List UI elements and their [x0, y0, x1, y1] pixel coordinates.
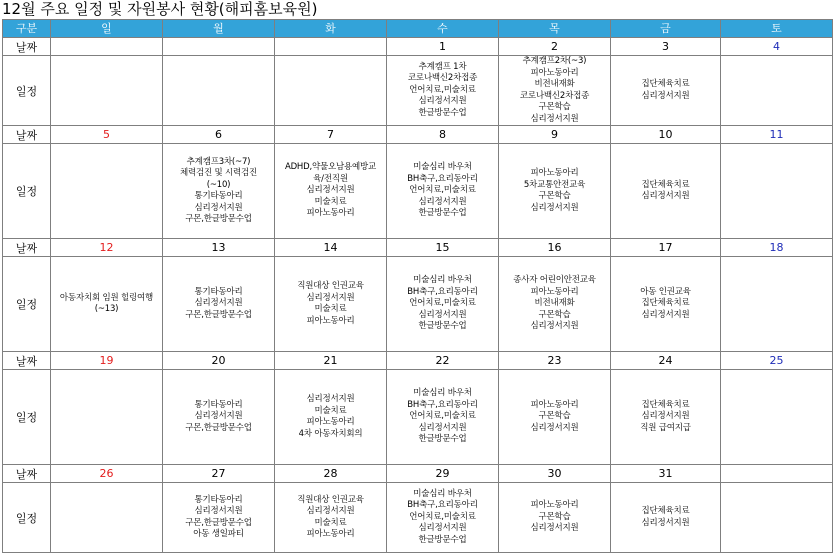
schedule-item: 한글방문수업: [418, 434, 467, 445]
schedule-item: 구몬학습: [538, 102, 571, 112]
schedule-item: 언어치료,미술치료: [409, 84, 476, 95]
schedule-item: 직원 급여지급: [640, 422, 691, 433]
date-row: [3, 465, 833, 483]
schedule-item: 아동 생일파티: [193, 529, 244, 539]
schedule-item: 피아노동아리: [306, 315, 355, 326]
date-cell-sunday: [51, 38, 163, 56]
schedule-cell-thursday: [499, 483, 611, 553]
schedule-cell-saturday: [721, 370, 833, 465]
date-cell-thursday: 9: [499, 126, 611, 144]
schedule-item: 심리정서지원: [418, 196, 467, 207]
schedule-item: (~13): [94, 304, 119, 314]
date-row-label: 날짜: [3, 352, 51, 370]
date-row: [3, 352, 833, 370]
schedule-item: 집단체육치료: [641, 179, 690, 190]
schedule-item: BH축구,요리동아리: [407, 173, 478, 184]
header-saturday: 토: [721, 20, 833, 38]
schedule-item: 미술심리 바우처: [413, 388, 472, 399]
schedule-cell-monday: [163, 483, 275, 553]
schedule-item: 코로나백신2차접종: [519, 90, 590, 101]
schedule-item: 구몬,한글방문수업: [185, 517, 252, 528]
date-cell-tuesday: 14: [275, 239, 387, 257]
schedule-item: 미술치료: [314, 304, 347, 314]
schedule-item: 비전내재화: [534, 298, 575, 309]
schedule-item: 5차교통안전교육: [523, 179, 586, 190]
date-cell-thursday: 23: [499, 352, 611, 370]
schedule-cell-sunday: [51, 483, 163, 553]
schedule-item: BH축구,요리동아리: [407, 286, 478, 297]
schedule-item: 구몬,한글방문수업: [185, 309, 252, 320]
date-cell-friday: 17: [611, 239, 721, 257]
schedule-cell-friday: [611, 483, 721, 553]
schedule-table: [2, 19, 833, 553]
schedule-item: 심리정서지원: [418, 523, 467, 534]
date-cell-saturday: 4: [721, 38, 833, 56]
schedule-item: 피아노동아리: [530, 67, 579, 78]
date-row-label: 날짜: [3, 465, 51, 483]
header-row: [3, 20, 833, 38]
schedule-cell-friday: [611, 370, 721, 465]
schedule-item: 비전내재화: [534, 79, 575, 89]
schedule-item: 심리정서지원: [194, 411, 243, 422]
schedule-item: 피아노동아리: [530, 500, 579, 511]
date-cell-sunday: 12: [51, 239, 163, 257]
schedule-cell-saturday: [721, 483, 833, 553]
schedule-row: [3, 370, 833, 465]
schedule-item: 한글방문수업: [418, 208, 467, 219]
schedule-item: 미술심리 바우처: [413, 488, 472, 499]
schedule-item: 심리정서지원: [641, 90, 690, 101]
date-cell-thursday: 16: [499, 239, 611, 257]
date-cell-monday: 6: [163, 126, 275, 144]
date-row-label: 날짜: [3, 239, 51, 257]
date-cell-wednesday: 29: [387, 465, 499, 483]
schedule-cell-friday: [611, 144, 721, 239]
date-cell-thursday: 2: [499, 38, 611, 56]
schedule-item: 미술치료: [314, 405, 347, 416]
schedule-item: 심리정서지원: [530, 422, 579, 433]
schedule-item: 심리정서지원: [530, 523, 579, 534]
schedule-item: 미술치료: [314, 196, 347, 207]
schedule-cell-sunday: [51, 257, 163, 352]
date-cell-monday: 20: [163, 352, 275, 370]
date-cell-friday: 3: [611, 38, 721, 56]
schedule-item: 피아노동아리: [306, 417, 355, 427]
date-row: [3, 239, 833, 257]
schedule-cell-tuesday: [275, 144, 387, 239]
schedule-item: 심리정서지원: [418, 309, 467, 320]
schedule-item: 집단체육치료: [641, 298, 690, 309]
page-title: 12월 주요 일정 및 자원봉사 현황(해피홈보육원): [2, 0, 318, 18]
schedule-cell-tuesday: [275, 257, 387, 352]
schedule-cell-thursday: [499, 56, 611, 126]
date-cell-sunday: 5: [51, 126, 163, 144]
schedule-row: [3, 483, 833, 553]
schedule-item: 심리정서지원: [194, 298, 243, 309]
date-cell-wednesday: 15: [387, 239, 499, 257]
schedule-item: 언어치료,미술치료: [409, 185, 476, 196]
schedule-item: 추계캠프2차(~3): [522, 56, 587, 66]
date-row: [3, 38, 833, 56]
schedule-row: [3, 257, 833, 352]
schedule-row-label: 일정: [3, 257, 51, 352]
schedule-item: 심리정서지원: [418, 96, 467, 107]
schedule-item: 심리정서지원: [530, 202, 579, 213]
schedule-item: 심리정서지원: [641, 191, 690, 201]
date-cell-tuesday: 7: [275, 126, 387, 144]
date-cell-wednesday: 22: [387, 352, 499, 370]
schedule-cell-friday: [611, 257, 721, 352]
schedule-item: 한글방문수업: [418, 107, 467, 118]
schedule-item: 언어치료,미술치료: [409, 298, 476, 309]
date-row-label: 날짜: [3, 126, 51, 144]
schedule-item: 통기타동아리: [194, 399, 243, 410]
date-cell-sunday: 26: [51, 465, 163, 483]
date-cell-monday: 27: [163, 465, 275, 483]
schedule-item: 추계캠프 1차: [418, 61, 467, 72]
date-cell-friday: 24: [611, 352, 721, 370]
schedule-cell-wednesday: [387, 257, 499, 352]
schedule-item: 집단체육치료: [641, 79, 690, 89]
schedule-cell-monday: [163, 257, 275, 352]
date-cell-wednesday: 1: [387, 38, 499, 56]
schedule-row-label: 일정: [3, 370, 51, 465]
schedule-item: 심리정서지원: [530, 113, 579, 124]
schedule-item: 심리정서지원: [194, 202, 243, 213]
schedule-item: 심리정서지원: [530, 321, 579, 332]
date-cell-tuesday: [275, 38, 387, 56]
schedule-cell-thursday: [499, 370, 611, 465]
schedule-item: 언어치료,미술치료: [409, 511, 476, 522]
date-cell-wednesday: 8: [387, 126, 499, 144]
schedule-item: 아동 인권교육: [640, 286, 691, 297]
schedule-item: 심리정서지원: [641, 411, 690, 422]
date-cell-monday: [163, 38, 275, 56]
schedule-cell-tuesday: [275, 370, 387, 465]
schedule-cell-tuesday: [275, 56, 387, 126]
header-sunday: 일: [51, 20, 163, 38]
header-friday: 금: [611, 20, 721, 38]
schedule-row: [3, 144, 833, 239]
schedule-item: 미술치료: [314, 517, 347, 528]
schedule-item: 코로나백신2차접종: [407, 73, 478, 84]
schedule-cell-monday: [163, 370, 275, 465]
schedule-cell-thursday: [499, 257, 611, 352]
date-cell-saturday: 11: [721, 126, 833, 144]
schedule-item: 한글방문수업: [418, 321, 467, 332]
schedule-item: 직원대상 인권교육: [297, 494, 364, 505]
date-cell-saturday: [721, 465, 833, 483]
schedule-item: 심리정서지원: [306, 292, 355, 303]
header-monday: 월: [163, 20, 275, 38]
schedule-cell-thursday: [499, 144, 611, 239]
schedule-item: 4차 아동자치회의: [298, 428, 363, 439]
schedule-row-label: 일정: [3, 56, 51, 126]
schedule-row-label: 일정: [3, 144, 51, 239]
schedule-item: 언어치료,미술치료: [409, 411, 476, 422]
schedule-cell-wednesday: [387, 56, 499, 126]
schedule-item: 종사자 어린이안전교육: [513, 275, 596, 286]
date-row-label: 날짜: [3, 38, 51, 56]
schedule-item: 심리정서지원: [194, 506, 243, 516]
date-cell-thursday: 30: [499, 465, 611, 483]
schedule-cell-monday: [163, 144, 275, 239]
schedule-item: 구몬,한글방문수업: [185, 422, 252, 433]
schedule-item: 한글방문수업: [418, 534, 467, 545]
schedule-item: 피아노동아리: [530, 399, 579, 410]
schedule-item: 구몬학습: [538, 191, 571, 201]
schedule-item: 피아노동아리: [306, 529, 355, 539]
schedule-cell-saturday: [721, 257, 833, 352]
schedule-item: 심리정서지원: [306, 394, 355, 404]
date-cell-saturday: 25: [721, 352, 833, 370]
date-cell-tuesday: 28: [275, 465, 387, 483]
date-cell-tuesday: 21: [275, 352, 387, 370]
schedule-cell-friday: [611, 56, 721, 126]
schedule-item: 통기타동아리: [194, 191, 243, 201]
schedule-item: 구몬학습: [538, 511, 571, 522]
schedule-cell-sunday: [51, 144, 163, 239]
header-thursday: 목: [499, 20, 611, 38]
schedule-cell-saturday: [721, 144, 833, 239]
schedule-item: 직원대상 인권교육: [297, 281, 364, 291]
date-row: [3, 126, 833, 144]
schedule-item: ADHD,약물오남용예방교: [284, 162, 377, 173]
date-cell-friday: 10: [611, 126, 721, 144]
schedule-item: 통기타동아리: [194, 286, 243, 297]
schedule-item: (~10): [206, 179, 231, 190]
schedule-item: 심리정서지원: [418, 422, 467, 433]
schedule-item: 미술심리 바우처: [413, 162, 472, 173]
schedule-item: BH축구,요리동아리: [407, 500, 478, 511]
schedule-item: 구몬학습: [538, 411, 571, 422]
schedule-item: 심리정서지원: [641, 517, 690, 528]
schedule-item: 심리정서지원: [306, 185, 355, 196]
header-category: 구분: [3, 20, 51, 38]
schedule-cell-tuesday: [275, 483, 387, 553]
schedule-cell-sunday: [51, 370, 163, 465]
schedule-cell-wednesday: [387, 483, 499, 553]
schedule-cell-saturday: [721, 56, 833, 126]
schedule-item: BH축구,요리동아리: [407, 399, 478, 410]
schedule-item: 피아노동아리: [306, 208, 355, 219]
date-cell-monday: 13: [163, 239, 275, 257]
schedule-item: 집단체육치료: [641, 506, 690, 516]
header-wednesday: 수: [387, 20, 499, 38]
schedule-item: 육/전직원: [313, 173, 348, 184]
schedule-item: 구몬,한글방문수업: [185, 214, 252, 224]
schedule-cell-sunday: [51, 56, 163, 126]
date-cell-friday: 31: [611, 465, 721, 483]
date-cell-saturday: 18: [721, 239, 833, 257]
schedule-row-label: 일정: [3, 483, 51, 553]
schedule-item: 구몬학습: [538, 309, 571, 320]
header-tuesday: 화: [275, 20, 387, 38]
schedule-row: [3, 56, 833, 126]
schedule-item: 심리정서지원: [306, 506, 355, 516]
schedule-item: 미술심리 바우처: [413, 275, 472, 286]
schedule-cell-wednesday: [387, 144, 499, 239]
schedule-item: 통기타동아리: [194, 494, 243, 505]
schedule-item: 피아노동아리: [530, 286, 579, 297]
schedule-item: 추계캠프3차(~7): [186, 156, 251, 167]
schedule-item: 체력검진 및 시력검진: [179, 168, 258, 178]
schedule-item: 아동자치회 임원 힐링여행: [59, 292, 154, 303]
schedule-item: 심리정서지원: [641, 309, 690, 320]
date-cell-sunday: 19: [51, 352, 163, 370]
schedule-cell-wednesday: [387, 370, 499, 465]
schedule-item: 피아노동아리: [530, 168, 579, 178]
schedule-cell-monday: [163, 56, 275, 126]
schedule-item: 집단체육치료: [641, 399, 690, 410]
